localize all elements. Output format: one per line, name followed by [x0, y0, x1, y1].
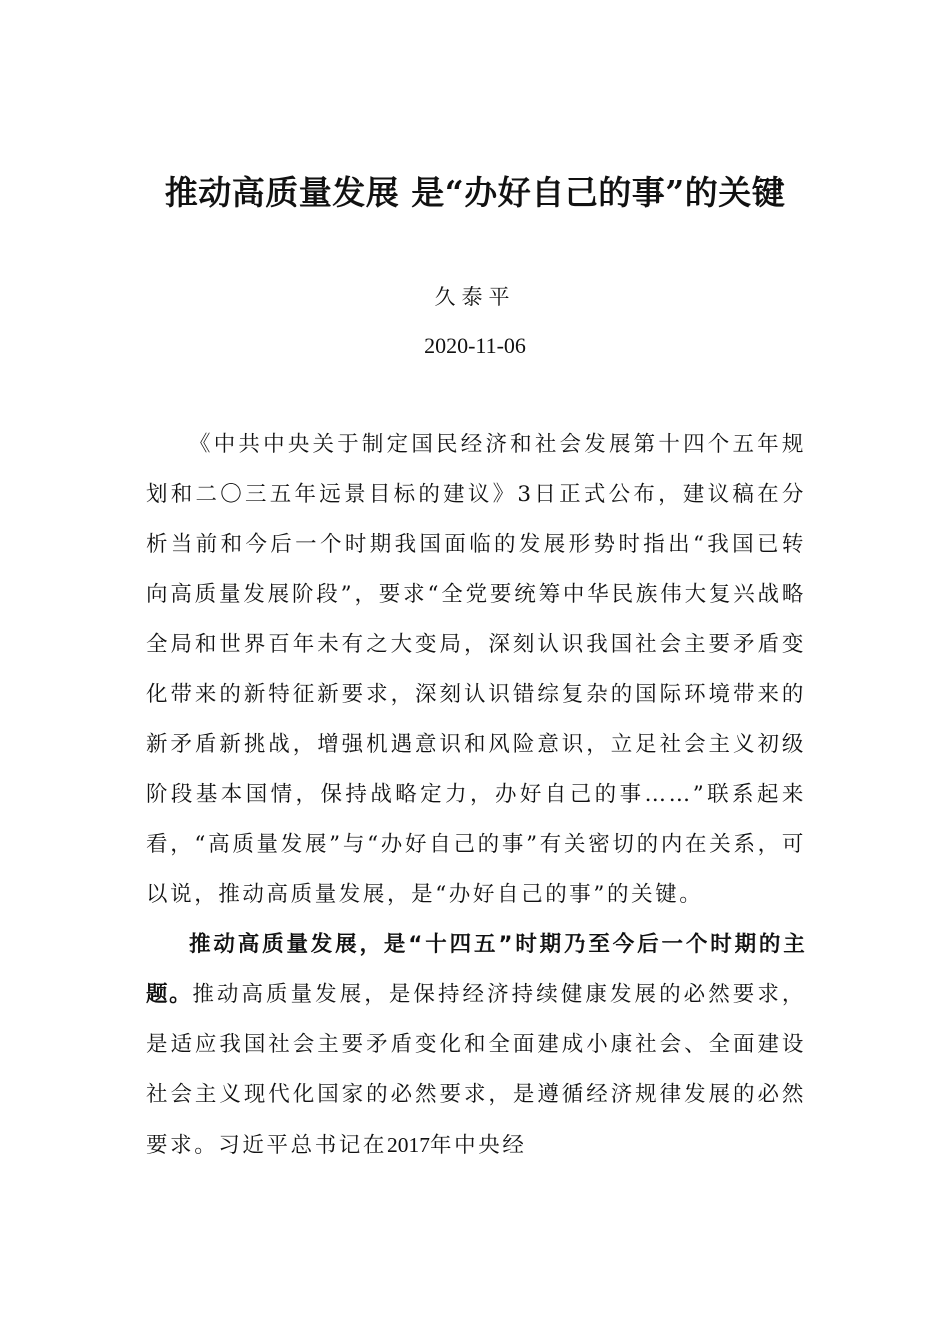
- paragraph-intro: 《中共中央关于制定国民经济和社会发展第十四个五年规划和二〇三五年远景目标的建议》3日正式公布，建议稿在分析当前和今后一个时期我国面临的发展形势时指出“我国已转向高质量发展阶段”，要求“全党要统筹中华民族伟大复兴战略全局和世界百年未有之大变局，深刻认识我国社会主要矛盾变化带来的新特征新要求，深刻认识错综复杂的国际环境带来的新矛盾新挑战，增强机遇意识和风险意识，立足社会主义初级阶段基本国情，保持战略定力，办好自己的事……”联系起来看，“高质量发展”与“办好自己的事”有关密切的内在关系，可以说，推动高质量发展，是“办好自己的事”的关键。: [146, 432, 806, 907]
- paragraph-theme: [146, 920, 806, 1171]
- document-date: 2020-11-06: [424, 333, 526, 358]
- paragraph-theme-text: 推动高质量发展，是保持经济持续健康发展的必然要求，是适应我国社会主要矛盾变化和全面建成小康社会、全面建设社会主义现代化国家的必然要求，是遵循经济规律发展的必然要求。习近平总书记在: [146, 982, 806, 1158]
- paragraph-lead-bold: 推动高质量发展，是“十四五”时期乃至今后一个时期的主题。: [146, 932, 806, 1007]
- document-title: 推动高质量发展 是“办好自己的事”的关键: [164, 173, 786, 212]
- paragraph-theme-year: 2017: [387, 1133, 431, 1157]
- paragraph-theme-text-end: 年中央经: [430, 1133, 527, 1158]
- document-body: [146, 420, 806, 1171]
- document-author: 久泰平: [434, 285, 516, 309]
